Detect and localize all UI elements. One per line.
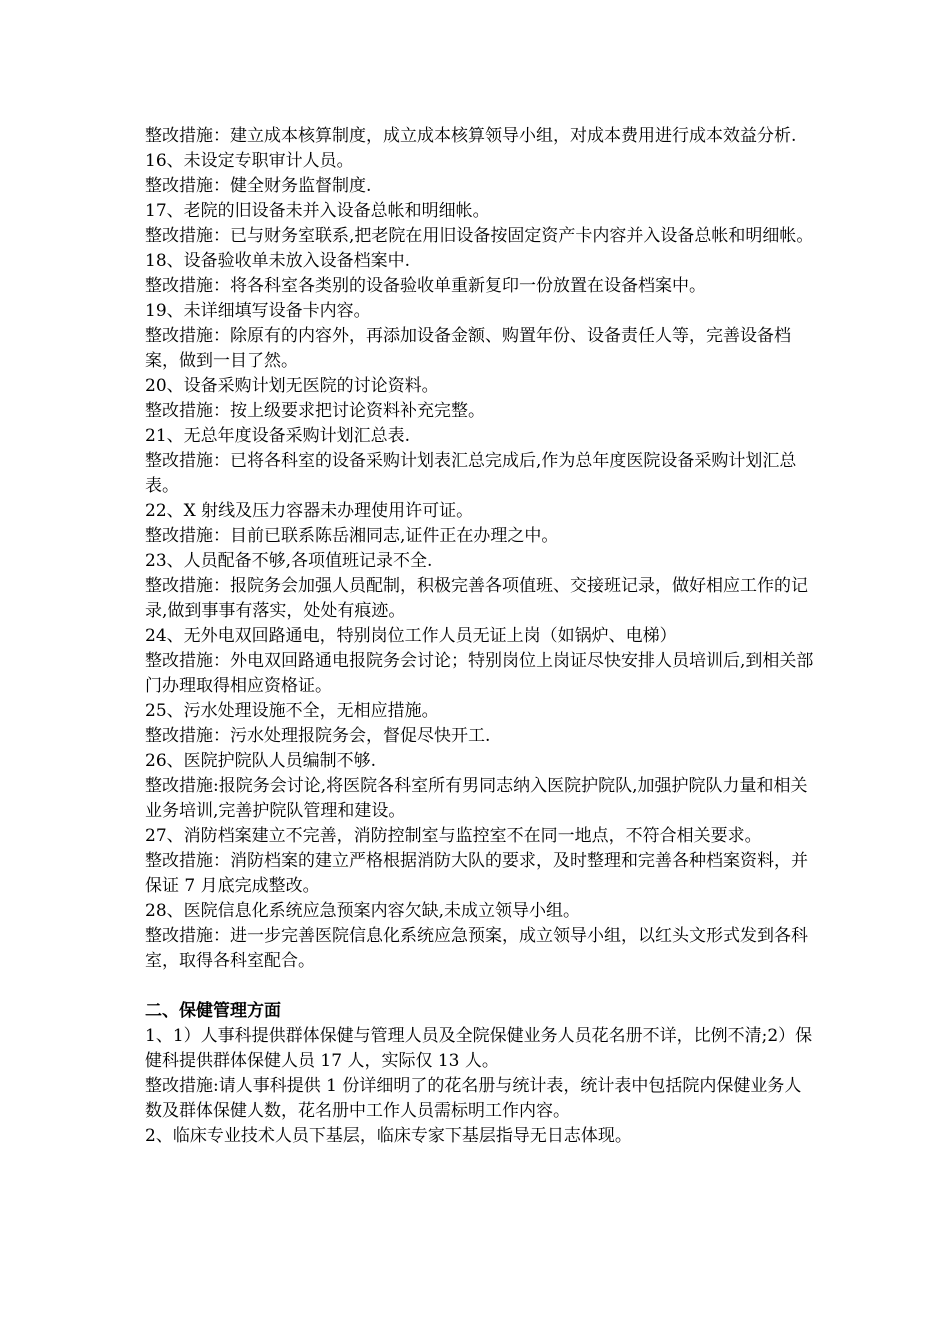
- issue-paragraph: 28、医院信息化系统应急预案内容欠缺,未成立领导小组。: [145, 901, 581, 921]
- measure-paragraph: 整改措施：已与财务室联系,把老院在用旧设备按固定资产卡内容并入设备总帐和明细帐。: [145, 226, 814, 246]
- issue-paragraph: 21、无总年度设备采购计划汇总表.: [145, 426, 411, 446]
- section-heading: 二、保健管理方面: [145, 1001, 281, 1021]
- measure-paragraph: 整改措施:报院务会讨论,将医院各科室所有男同志纳入医院护院队,加强护院队力量和相关业务培训,完善护院队管理和建设。: [145, 776, 808, 821]
- measure-paragraph: 整改措施：将各科室各类别的设备验收单重新复印一份放置在设备档案中。: [145, 276, 706, 296]
- document-page: [145, 124, 815, 1149]
- measure-paragraph: 整改措施：按上级要求把讨论资料补充完整。: [145, 401, 485, 421]
- issue-paragraph: 2、临床专业技术人员下基层，临床专家下基层指导无日志体现。: [145, 1126, 632, 1146]
- measure-paragraph: 整改措施：消防档案的建立严格根据消防大队的要求，及时整理和完善各种档案资料，并保证 7 月底完成整改。: [145, 851, 808, 896]
- issue-paragraph: 23、人员配备不够,各项值班记录不全.: [145, 551, 433, 571]
- issue-paragraph: 19、未详细填写设备卡内容。: [145, 301, 371, 321]
- measure-paragraph: 整改措施：已将各科室的设备采购计划表汇总完成后,作为总年度医院设备采购计划汇总表。: [145, 451, 797, 496]
- section-gap: [145, 974, 815, 999]
- measure-paragraph: 整改措施：外电双回路通电报院务会讨论；特别岗位上岗证尽快安排人员培训后,到相关部门办理取得相应资格证。: [145, 651, 814, 696]
- issue-paragraph: 20、设备采购计划无医院的讨论资料。: [145, 376, 439, 396]
- issue-paragraph: 24、无外电双回路通电，特别岗位工作人员无证上岗（如锅炉、电梯）: [145, 626, 677, 646]
- health-management-list: [145, 1024, 815, 1149]
- measure-paragraph: 整改措施：报院务会加强人员配制，积极完善各项值班、交接班记录，做好相应工作的记录,做到事事有落实，处处有痕迹。: [145, 576, 808, 621]
- issue-paragraph: 18、设备验收单未放入设备档案中.: [145, 251, 411, 271]
- issue-paragraph: 26、医院护院队人员编制不够.: [145, 751, 377, 771]
- measure-paragraph: 整改措施：建立成本核算制度，成立成本核算领导小组，对成本费用进行成本效益分析.: [145, 126, 797, 146]
- measure-paragraph: 整改措施：进一步完善医院信息化系统应急预案，成立领导小组，以红头文形式发到各科室，取得各科室配合。: [145, 926, 808, 971]
- issue-paragraph: 22、X 射线及压力容器未办理使用许可证。: [145, 501, 474, 521]
- issue-paragraph: 16、未设定专职审计人员。: [145, 151, 354, 171]
- issue-paragraph: 17、老院的旧设备未并入设备总帐和明细帐。: [145, 201, 490, 221]
- measure-paragraph: 整改措施：目前已联系陈岳湘同志,证件正在办理之中。: [145, 526, 559, 546]
- issue-paragraph: 27、消防档案建立不完善，消防控制室与监控室不在同一地点，不符合相关要求。: [145, 826, 762, 846]
- measure-paragraph: 整改措施：污水处理报院务会，督促尽快开工.: [145, 726, 491, 746]
- issue-paragraph: 25、污水处理设施不全，无相应措施。: [145, 701, 439, 721]
- measure-paragraph: 整改措施:请人事科提供 1 份详细明了的花名册与统计表，统计表中包括院内保健业务人数及群体保健人数，花名册中工作人员需标明工作内容。: [145, 1076, 802, 1121]
- rectification-list: [145, 124, 815, 974]
- issue-paragraph: 1、1）人事科提供群体保健与管理人员及全院保健业务人员花名册不详，比例不清;2）保健科提供群体保健人员 17 人，实际仅 13 人。: [145, 1026, 813, 1071]
- measure-paragraph: 整改措施：除原有的内容外，再添加设备金额、购置年份、设备责任人等，完善设备档案，做到一目了然。: [145, 326, 791, 371]
- measure-paragraph: 整改措施：健全财务监督制度.: [145, 176, 372, 196]
